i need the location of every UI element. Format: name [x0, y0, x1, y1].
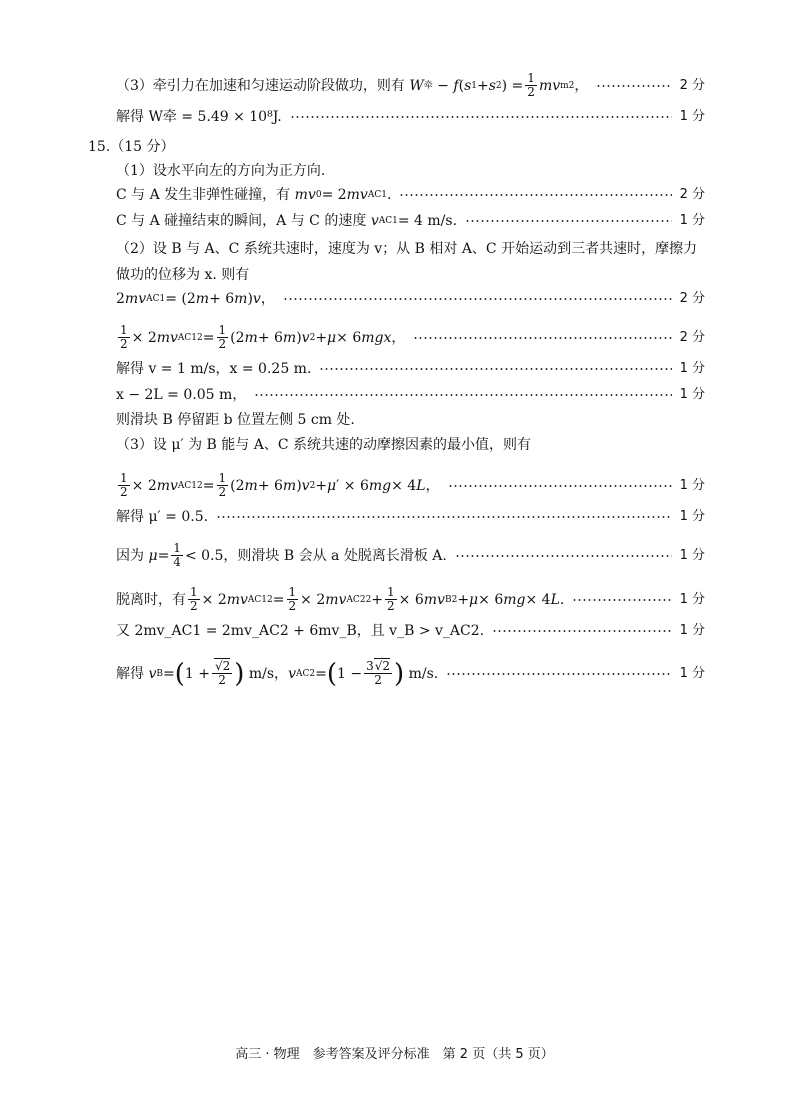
dot-leader: [319, 368, 671, 370]
page-footer: 高三 · 物理 参考答案及评分标准 第 2 页（共 5 页）: [235, 1047, 554, 1062]
dot-leader: [399, 194, 671, 196]
line-result-work: 解得 W牵 = 5.49 × 10⁸J. 1 分: [116, 109, 705, 125]
line-stop-position: 则滑块 B 停留距 b 位置左侧 5 cm 处.: [116, 412, 355, 428]
dot-leader: [446, 673, 671, 675]
score: 2 分: [679, 77, 705, 93]
dot-leader: [216, 516, 672, 518]
score: 1 分: [679, 665, 705, 681]
dot-leader: [290, 116, 672, 118]
score: 1 分: [679, 591, 705, 607]
score: 1 分: [679, 623, 705, 638]
score: 1 分: [679, 213, 705, 228]
score: 2 分: [679, 329, 705, 345]
line-energy-1: $\frac{1}{2}$ × 2 mv AC1 2 = $\frac{1}{2}$ (2 m + 6 m ) v 2 + μ × 6 mgx ， 2 分: [120, 323, 705, 351]
score: 1 分: [679, 477, 705, 493]
work-value: W牵 = 5.49 × 10⁸J.: [148, 109, 282, 125]
dot-leader: [448, 485, 672, 487]
score: 2 分: [679, 187, 705, 202]
line-3-work: （3）牵引力在加速和匀速运动阶段做功，则有 W 牵 − f ( s 1 + s 2 ) = $\frac{1}{2}$ mv m 2 ， 2 分: [116, 71, 705, 99]
line-result-v-x: 解得 v = 1 m/s，x = 0.25 m. 1 分: [116, 361, 705, 377]
line-momentum-2: 又 2mv_AC1 = 2mv_AC2 + 6mv_B，且 v_B > v_AC2. 1 分: [116, 623, 705, 639]
line-velocity-ac1: C 与 A 碰撞结束的瞬间，A 与 C 的速度 v AC1 = 4 m/s. 1 分: [116, 213, 705, 229]
dot-leader: [254, 394, 671, 396]
score: 1 分: [679, 361, 705, 376]
dot-leader: [572, 599, 671, 601]
question-number: 15.（15 分）: [88, 139, 175, 155]
score: 2 分: [679, 291, 705, 306]
line-part-2-intro: （2）设 B 与 A、C 系统共速时，速度为 v；从 B 相对 A、C 开始运动到三者共速时，摩擦力做功的位移为 x. 则有: [116, 241, 698, 283]
line-energy-3: 脱离时，有 $\frac{1}{2}$ × 2 mv AC1 2 = $\frac{1}{2}$ × 2 mv AC2 2 + $\frac{1}{2}$ × 6 mv B 2 + μ × 6 mg × 4 L . 1 分: [116, 585, 705, 613]
dot-leader: [492, 630, 671, 632]
dot-leader: [455, 555, 672, 557]
dot-leader: [465, 220, 672, 222]
line-displacement: x − 2L = 0.05 m， 1 分: [116, 387, 705, 403]
score: 1 分: [679, 109, 705, 124]
line-momentum: 2 mv AC1 = (2 m + 6 m ) v ， 2 分: [116, 291, 705, 307]
line-result-mu: 解得 μ′ = 0.5. 1 分: [116, 509, 705, 525]
score: 1 分: [679, 387, 705, 402]
line-result-vb: 解得 v B = ( 1 + $\frac{√2}{2}$ ) m/s， v AC2 = ( 1 − $\frac{3√2}{2}$ ) m/s. 1 分: [116, 658, 705, 689]
dot-leader: [596, 85, 671, 87]
dot-leader: [283, 298, 672, 300]
line-mu-compare: 因为 μ = $\frac{1}{4}$ < 0.5，则滑块 B 会从 a 处脱离长滑板 A. 1 分: [116, 541, 705, 569]
score: 1 分: [679, 509, 705, 524]
line-collision: C 与 A 发生非弹性碰撞，有 mv 0 = 2 mv AC1 . 2 分: [116, 187, 705, 203]
line-direction: （1）设水平向左的方向为正方向.: [116, 163, 326, 179]
line-energy-2: $\frac{1}{2}$ × 2 mv AC1 2 = $\frac{1}{2}$ (2 m + 6 m ) v 2 + μ ′ × 6 mg × 4 L ， 1 分: [120, 471, 705, 499]
line-text: （3）牵引力在加速和匀速运动阶段做功，则有: [116, 77, 405, 94]
dot-leader: [413, 337, 671, 339]
line-part-3-intro: （3）设 μ′ 为 B 能与 A、C 系统共速的动摩擦因素的最小值，则有: [116, 437, 531, 453]
fraction: $\frac{1}{2}$: [527, 71, 535, 99]
score: 1 分: [679, 547, 705, 563]
